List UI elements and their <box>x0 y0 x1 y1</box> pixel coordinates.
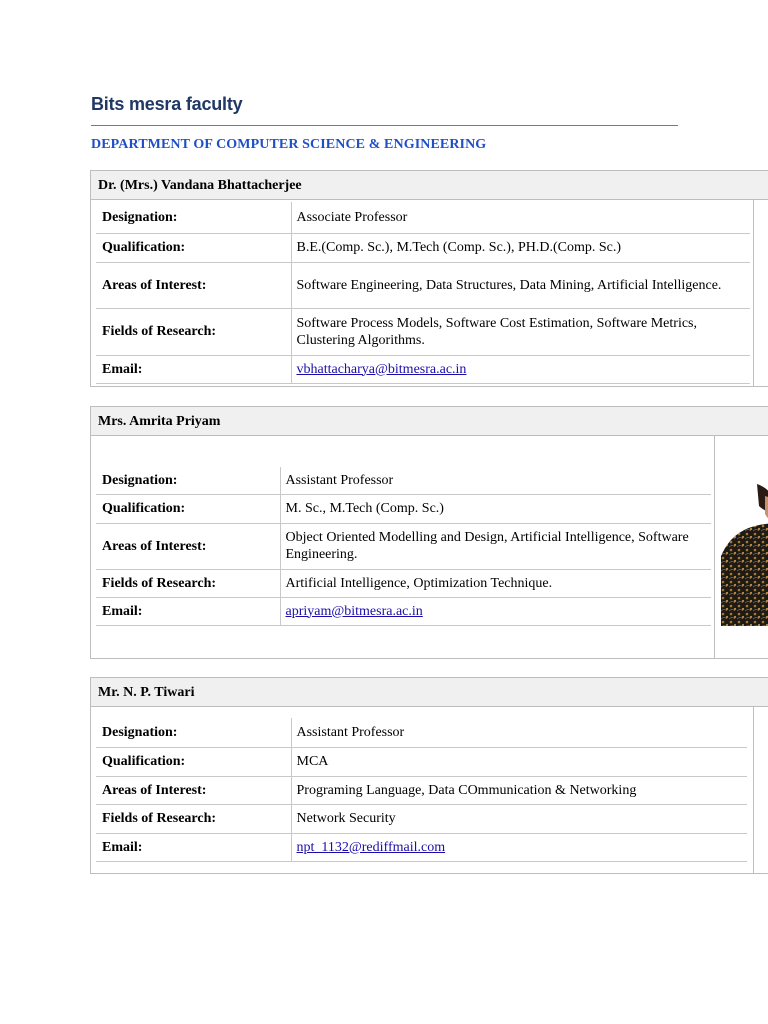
table-row <box>96 308 750 355</box>
row-label: Designation: <box>96 467 280 494</box>
table-row <box>96 233 750 262</box>
row-value: Software Process Models, Software Cost Estimation, Software Metrics, Clustering Algorithms. <box>291 308 750 355</box>
table-row <box>96 718 747 747</box>
row-value: Associate Professor <box>291 202 750 233</box>
row-value: Assistant Professor <box>280 467 711 494</box>
faculty-info-table <box>96 718 747 862</box>
row-value: Artificial Intelligence, Optimization Technique. <box>280 569 711 597</box>
row-label: Qualification: <box>96 494 280 523</box>
row-label: Email: <box>96 597 280 625</box>
photo-frame <box>753 200 754 386</box>
row-label: Qualification: <box>96 747 291 776</box>
table-row <box>96 597 711 625</box>
faculty-card-body <box>91 436 768 658</box>
row-label: Qualification: <box>96 233 291 262</box>
row-label: Areas of Interest: <box>96 262 291 308</box>
faculty-info-table <box>96 202 750 384</box>
faculty-card-2 <box>90 406 768 659</box>
faculty-card-body <box>91 200 768 386</box>
table-row <box>96 569 711 597</box>
row-label: Designation: <box>96 718 291 747</box>
row-value: Network Security <box>291 804 747 833</box>
row-label: Areas of Interest: <box>96 523 280 569</box>
row-value <box>291 355 750 383</box>
faculty-name: Mr. N. P. Tiwari <box>91 678 768 707</box>
row-label: Areas of Interest: <box>96 776 291 804</box>
faculty-name: Mrs. Amrita Priyam <box>91 407 768 436</box>
row-label: Fields of Research: <box>96 569 280 597</box>
table-row <box>96 747 747 776</box>
table-row <box>96 494 711 523</box>
faculty-card-1 <box>90 170 768 387</box>
table-row <box>96 776 747 804</box>
faculty-name: Dr. (Mrs.) Vandana Bhattacherjee <box>91 171 768 200</box>
row-label: Email: <box>96 355 291 383</box>
row-value: Software Engineering, Data Structures, Data Mining, Artificial Intelligence. <box>291 262 750 308</box>
faculty-card-3 <box>90 677 768 874</box>
table-row <box>96 355 750 383</box>
table-row <box>96 262 750 308</box>
row-value <box>291 833 747 861</box>
table-row <box>96 804 747 833</box>
row-label: Fields of Research: <box>96 804 291 833</box>
row-value: B.E.(Comp. Sc.), M.Tech (Comp. Sc.), PH.D.(Comp. Sc.) <box>291 233 750 262</box>
row-value <box>280 597 711 625</box>
email-link[interactable]: apriyam@bitmesra.ac.in <box>285 603 423 619</box>
photo-frame <box>714 436 715 658</box>
row-value: M. Sc., M.Tech (Comp. Sc.) <box>280 494 711 523</box>
email-link[interactable]: npt_1132@rediffmail.com <box>296 839 446 855</box>
row-label: Designation: <box>96 202 291 233</box>
row-label: Fields of Research: <box>96 308 291 355</box>
photo-frame <box>753 707 754 873</box>
faculty-card-body <box>91 707 768 873</box>
portrait-photo <box>721 436 768 626</box>
table-row <box>96 833 747 861</box>
table-row <box>96 467 711 494</box>
row-value: Programing Language, Data COmmunication & Networking <box>291 776 747 804</box>
faculty-info-table <box>96 467 711 626</box>
department-heading: DEPARTMENT OF COMPUTER SCIENCE & ENGINEERING <box>91 137 487 152</box>
row-value: Object Oriented Modelling and Design, Artificial Intelligence, Software Engineering. <box>280 523 711 569</box>
row-value: Assistant Professor <box>291 718 747 747</box>
table-row <box>96 202 750 233</box>
table-row <box>96 523 711 569</box>
row-value: MCA <box>291 747 747 776</box>
title-rule <box>91 125 678 126</box>
row-label: Email: <box>96 833 291 861</box>
document-title: Bits mesra faculty <box>91 94 243 114</box>
email-link[interactable]: vbhattacharya@bitmesra.ac.in <box>296 361 467 377</box>
